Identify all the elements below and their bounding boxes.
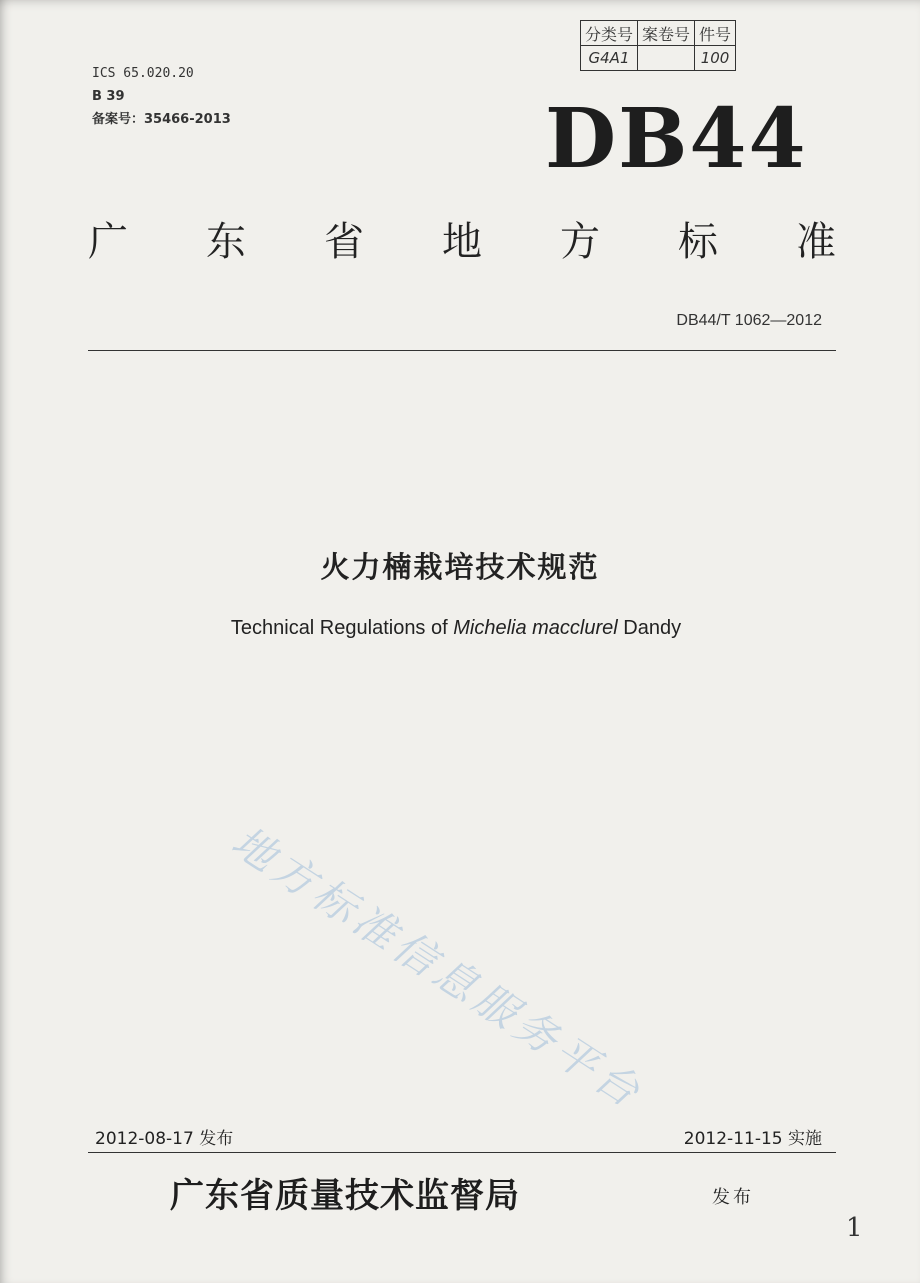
- standard-number: DB44/T 1062—2012: [676, 312, 822, 329]
- heading-char: 东: [206, 219, 246, 265]
- stamp-value-category: G4A1: [581, 46, 638, 71]
- issue-date: 2012-08-17 发布: [95, 1129, 234, 1149]
- document-title-cn: 火力楠栽培技术规范: [320, 550, 600, 584]
- heading-char: 准: [796, 219, 836, 265]
- title-en-prefix: Technical Regulations of: [230, 617, 454, 639]
- db44-logo: DB44: [545, 91, 808, 187]
- standard-metadata: [92, 62, 231, 131]
- heading-char: 标: [678, 219, 718, 265]
- heading-char: 方: [560, 219, 600, 265]
- stamp-value-file: [638, 46, 695, 71]
- issuing-authority: 广东省质量技术监督局: [170, 1176, 520, 1216]
- implementation-date: 2012-11-15 实施: [683, 1129, 822, 1149]
- stamp-header-category: 分类号: [581, 21, 638, 46]
- page-number: 1: [846, 1213, 863, 1243]
- heading-char: 地: [442, 219, 482, 265]
- record-number: 备案号：35466-2013: [92, 112, 231, 127]
- ccs-code: B 39: [92, 89, 125, 104]
- title-en-species: Michelia macclurel: [453, 617, 618, 639]
- archive-stamp-table: [580, 20, 736, 71]
- stamp-header-file: 案卷号: [638, 21, 695, 46]
- stamp-value-item: 100: [695, 46, 736, 71]
- standard-type-heading: [88, 210, 836, 267]
- document-title-en: [0, 617, 912, 640]
- heading-char: 省: [324, 219, 364, 265]
- watermark-text: 地方标准信息服务平台: [223, 816, 653, 1120]
- heading-char: 广: [88, 219, 128, 265]
- stamp-header-item: 件号: [695, 21, 736, 46]
- issuer-tag: 发布: [712, 1187, 754, 1208]
- top-divider: [88, 350, 836, 351]
- title-en-suffix: Dandy: [617, 617, 682, 639]
- ics-code: ICS 65.020.20: [92, 66, 194, 81]
- bottom-divider: [88, 1152, 836, 1153]
